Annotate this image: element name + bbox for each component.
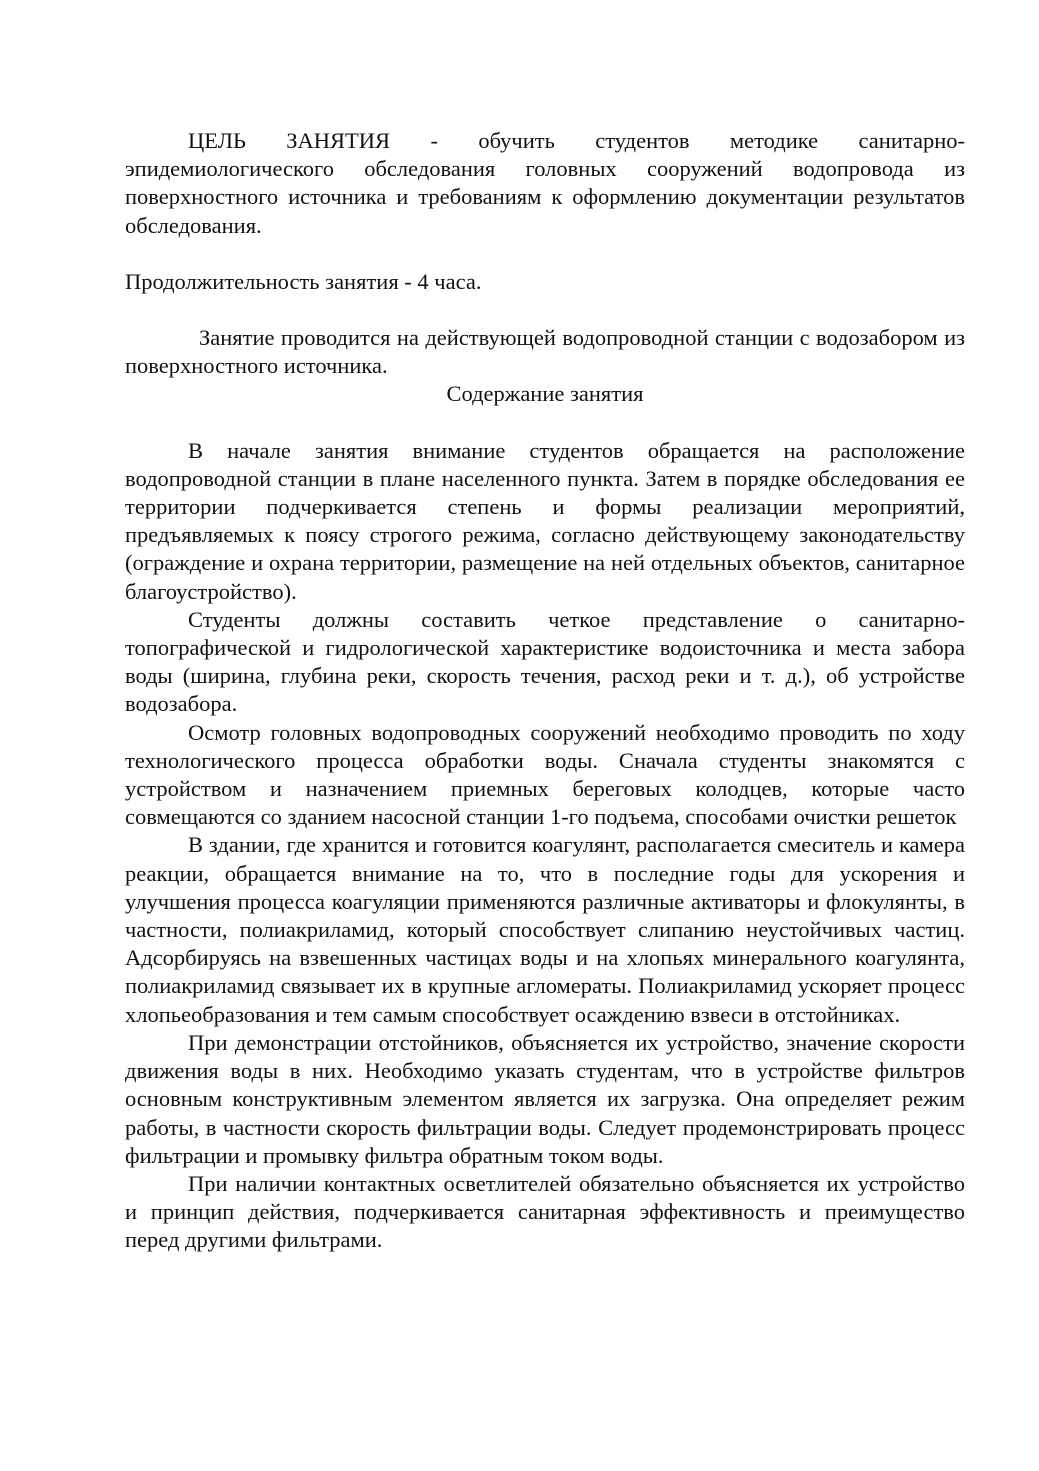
body-paragraph-5: При демонстрации отстойников, объясняется их устройство, значение скорости движения воды в них. Необходимо указать студентам, что в устройстве фильтров основным конструктивным элементом является их загрузка. Она определяет режим работы, в частности скорость фильтрации воды. Следует продемонстрировать процесс фильтрации и промывку фильтра обратным током воды. (125, 1029, 965, 1168)
body-paragraph-4: В здании, где хранится и готовится коагулянт, располагается смеситель и камера реакции, обращается внимание на то, что в последние годы для ускорения и улучшения процесса коагуляции применяются различные активаторы и флокулянты, в частности, полиакриламид, который способствует слипанию неустойчивых частиц. Адсорбируясь на взвешенных частицах воды и на хлопьях минерального коагулянта, полиакриламид связывает их в крупные агломераты. Полиакриламид ускоряет процесс хлопьеобразования и тем самым способствует осаждению взвеси в отстойниках. (125, 832, 965, 1027)
goal-paragraph: ЦЕЛЬ ЗАНЯТИЯ - обучить студентов методике санитарно-эпидемиологического обследования головных сооружений водопровода из поверхностного источника и требованиям к оформлению документации результатов обследования. (125, 128, 965, 238)
document-page (125, 127, 965, 1255)
body-paragraph-6: При наличии контактных осветлителей обязательно объясняется их устройство и принцип действия, подчеркивается санитарная эффективность и преимущество перед другими фильтрами. (125, 1170, 965, 1253)
body-paragraph-2: Студенты должны составить четкое представление о санитарно-топографической и гидрологической характеристике водоисточника и места забора воды (ширина, глубина реки, скорость течения, расход реки и т. д.), об устройстве водозабора. (125, 606, 965, 717)
body-paragraph-3: Осмотр головных водопроводных сооружений необходимо проводить по ходу технологического процесса обработки воды. Сначала студенты знакомятся с устройством и назначением приемных береговых колодцев, которые часто совмещаются со зданием насосной станции 1-го подъема, способами очистки решеток (125, 719, 965, 830)
location-paragraph: Занятие проводится на действующей водопроводной станции с водозабором из поверхностного источника. (125, 325, 965, 379)
duration-paragraph: Продолжительность занятия - 4 часа. (125, 268, 482, 294)
body-paragraph-1: В начале занятия внимание студентов обращается на расположение водопроводной станции в плане населенного пункта. Затем в порядке обследования ее территории подчеркивается степень и формы реализации мероприятий, предъявляемых к поясу строгого режима, согласно действующему законодательству (ограждение и охрана территории, размещение на ней отдельных объектов, санитарное благоустройство). (125, 437, 965, 604)
section-heading: Содержание занятия (446, 381, 644, 407)
